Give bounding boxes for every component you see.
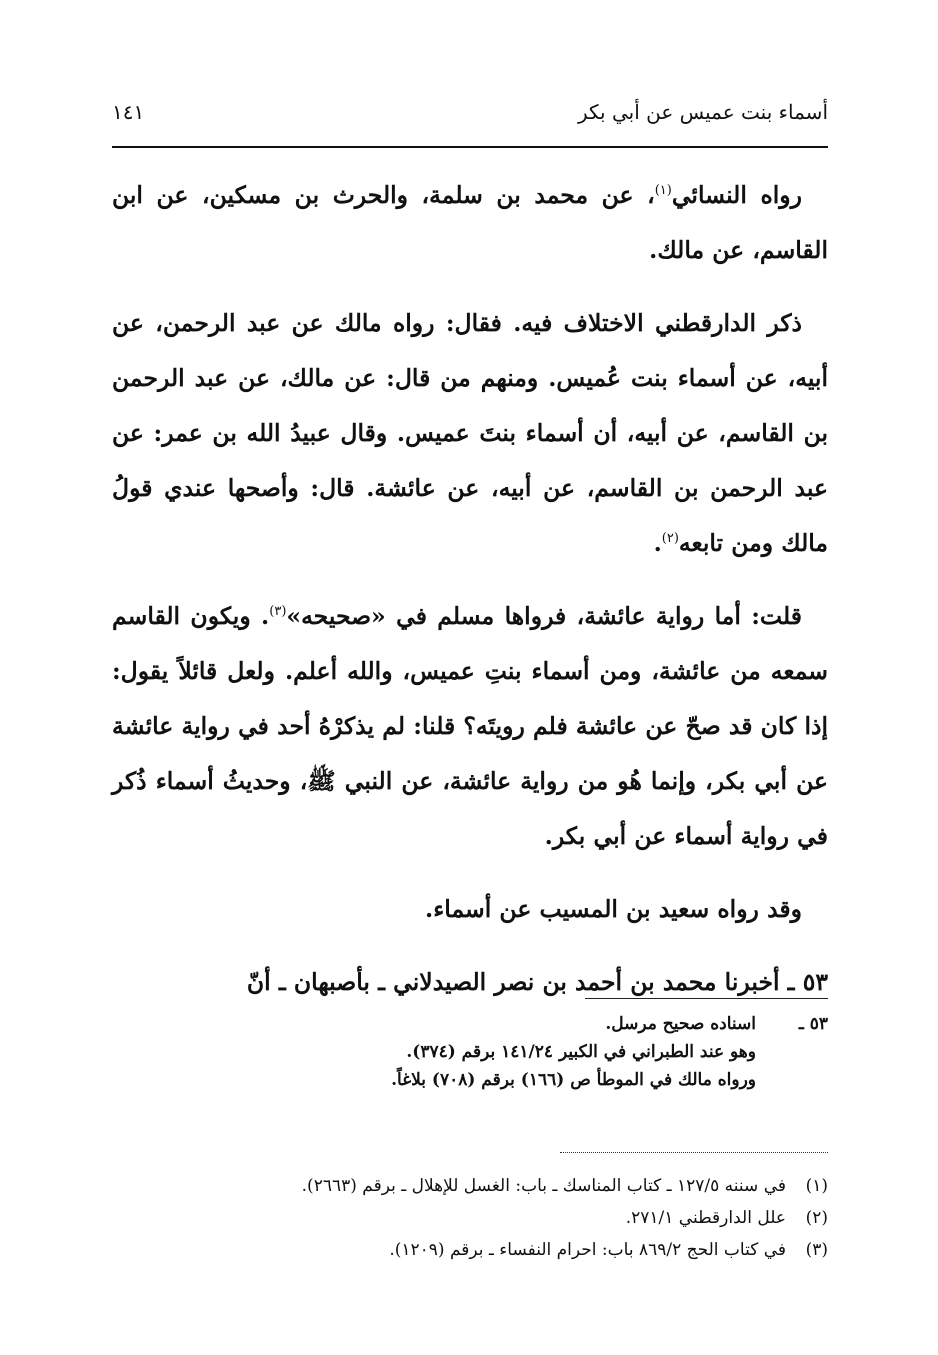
takhrij-row-2	[180, 1038, 828, 1066]
p1-text-b: ، عن محمد بن سلمة، والحرث بن مسكين، عن ابن القاسم، عن مالك.	[112, 181, 828, 264]
paragraph-4: وقد رواه سعيد بن المسيب عن أسماء.	[425, 895, 802, 923]
paragraph-1	[112, 168, 828, 278]
footnote-number: (٣)	[805, 1240, 828, 1260]
p2-text-b: .	[653, 529, 662, 557]
paragraph-5: ٥٣ ـ أخبرنا محمد بن أحمد بن نصر الصيدلاني ـ بأصبهان ـ أنّ	[246, 968, 828, 996]
footnote-number: (٢)	[805, 1208, 828, 1228]
paragraph-3	[112, 589, 828, 864]
footnote-ref-2: (٢)	[661, 531, 679, 547]
footnote-separator	[585, 998, 828, 999]
footnote-dotted-separator	[560, 1152, 828, 1153]
p3-text-b: . ويكون القاسم سمعه من عائشة، ومن أسماء بنتِ عميس، والله أعلم. ولعل قائلاً يقول: إذا كان قد صحّ عن عائشة فلم رويتَه؟ قلنا: لم يذكرْهُ أحد في رواية عائشة عن أبي بكر، وإنما هُو من رواية عائشة، عن النبي ﷺ، وحديثُ أسماء ذُكر في رواية أسماء عن أبي بكر.	[112, 602, 828, 850]
takhrij-line-3: ورواه مالك في الموطأ ص (١٦٦) برقم (٧٠٨) بلاغاً.	[391, 1070, 756, 1090]
footnote-ref-3: (٣)	[269, 604, 287, 620]
main-text	[112, 168, 828, 1028]
footnote-1	[200, 1170, 828, 1202]
takhrij-number: ٥٣ ـ	[798, 1014, 828, 1034]
header-rule	[112, 146, 828, 148]
hadith-takhrij-note	[180, 1010, 828, 1094]
running-head	[112, 92, 828, 132]
takhrij-line-1: اسناده صحيح مرسل.	[605, 1014, 756, 1034]
footnote-2	[200, 1202, 828, 1234]
running-title: أسماء بنت عميس عن أبي بكر	[577, 100, 828, 124]
takhrij-row-1	[180, 1010, 828, 1038]
footnote-ref-1: (١)	[654, 183, 672, 199]
p2-text-a: ذكر الدارقطني الاختلاف فيه. فقال: رواه مالك عن عبد الرحمن، عن أبيه، عن أسماء بنت عُميس. ومنهم من قال: عن مالك، عن عبد الرحمن بن القاسم، عن أبيه، أن أسماء بنتَ عميس. وقال عبيدُ الله بن عمر: عن عبد الرحمن بن القاسم، عن أبيه، عن عائشة. قال: وأصحها عندي قولُ مالك ومن تابعه	[112, 309, 828, 557]
page-number: ١٤١	[112, 100, 145, 124]
footnote-text: في كتاب الحج ٨٦٩/٢ باب: احرام النفساء ـ برقم (١٢٠٩).	[389, 1240, 786, 1260]
footnote-3	[200, 1234, 828, 1266]
p1-text-a: رواه النسائي	[671, 181, 802, 209]
p3-text-a: قلت: أما رواية عائشة، فرواها مسلم في «صحيحه»	[286, 602, 802, 630]
footnote-text: علل الدارقطني ٢٧١/١.	[625, 1208, 786, 1228]
footnotes	[200, 1170, 828, 1266]
footnote-text: في سننه ١٢٧/٥ ـ كتاب المناسك ـ باب: الغسل للإهلال ـ برقم (٢٦٦٣).	[301, 1176, 786, 1196]
takhrij-row-3	[180, 1066, 828, 1094]
footnote-number: (١)	[805, 1176, 828, 1196]
paragraph-2	[112, 296, 828, 571]
takhrij-line-2: وهو عند الطبراني في الكبير ١٤١/٢٤ برقم (٣٧٤).	[406, 1042, 756, 1062]
